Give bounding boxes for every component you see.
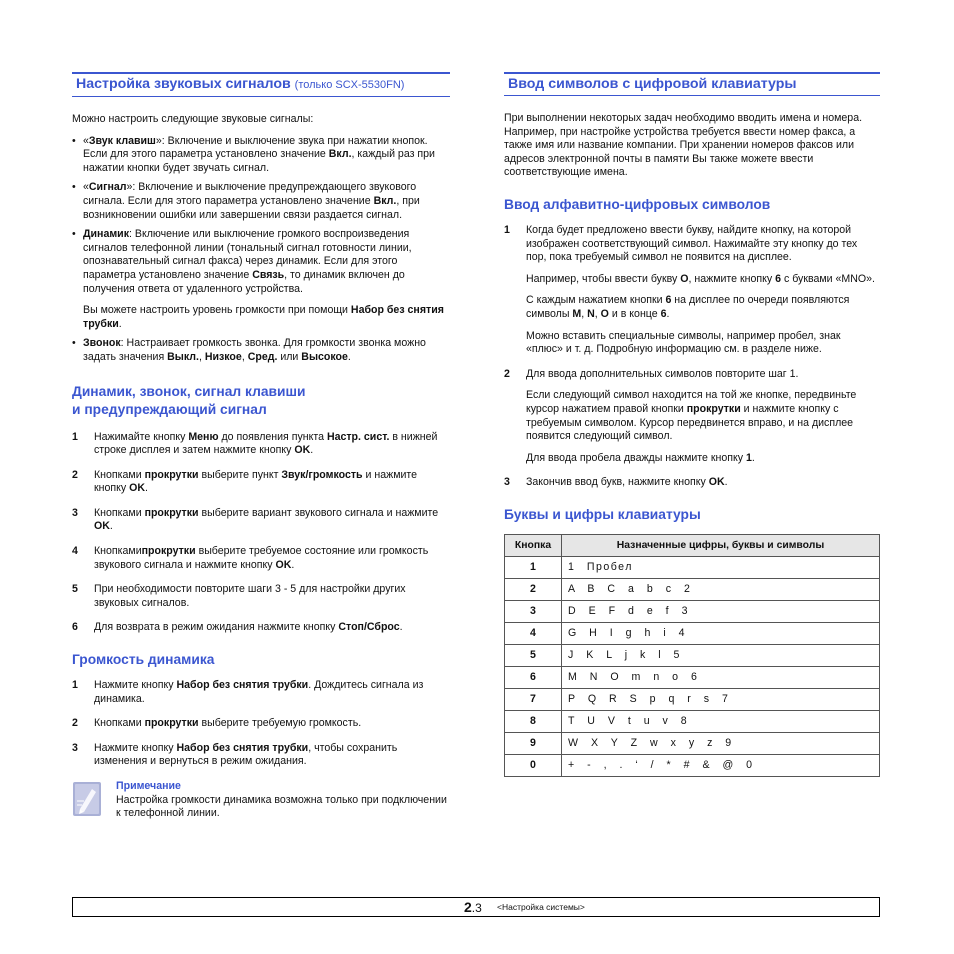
keypad-table-title: Буквы и цифры клавиатуры (504, 506, 701, 522)
table-row: 8 T U V t u v 8 (505, 710, 880, 732)
right-column (504, 72, 880, 777)
table-row: 1 1 Пробел (505, 556, 880, 578)
table-row: 2 A B C a b c 2 (505, 578, 880, 600)
bullet-text: Звонок: Настраивает громкость звонка. Для громкости звонка можно задать значения Выкл., Низкое, Сред. или Высокое. (83, 337, 426, 363)
step-item: 4 Кнопкамипрокрутки выберите требуемое состояние или громкость звукового сигнала и нажмите кнопку OK. (72, 545, 429, 571)
alnum-section-title: Ввод алфавитно-цифровых символов (504, 196, 771, 212)
step-item: 2 Кнопками прокрутки выберите требуемую громкость. (72, 717, 362, 730)
note-block (72, 780, 450, 821)
step-item: 6 Для возврата в режим ожидания нажмите кнопку Стоп/Сброс. (72, 621, 403, 634)
sound-settings-model-note: (только SCX-5530FN) (294, 79, 405, 91)
note-title: Примечание (116, 780, 181, 792)
step-item: 2 Кнопками прокрутки выберите пункт Звук/громкость и нажмите кнопку OK. (72, 468, 418, 495)
step-item: 5 При необходимости повторите шаги 3 - 5 для настройки других звуковых сигналов. (72, 583, 406, 609)
list-item: • «Звук клавиш»: Включение и выключение звука при нажатии кнопок. Если для этого параметра установлено значение Вкл., каждый раз при нажатии кнопки будет звучать сигнал. (72, 134, 435, 174)
step-item: 3 Закончив ввод букв, нажмите кнопку OK. (504, 476, 728, 489)
speaker-section-heading (72, 383, 450, 419)
note-text: Настройка громкости динамика возможна только при подключении к телефонной линии. (116, 793, 447, 820)
left-column (72, 72, 450, 821)
sound-settings-intro: Можно настроить следующие звуковые сигналы: (72, 113, 314, 125)
alnum-steps (504, 224, 880, 490)
step-item: 3 Нажмите кнопку Набор без снятия трубки, чтобы сохранить изменения и вернуться в режим ожидания. (72, 741, 398, 768)
speaker-section-title-line2: и предупреждающий сигнал (72, 401, 267, 417)
footer-section-name: <Настройка системы> (497, 902, 585, 912)
column-header-chars: Назначенные цифры, буквы и символы (562, 534, 880, 556)
sound-settings-heading (72, 72, 450, 97)
table-row: 3 D E F d e f 3 (505, 600, 880, 622)
note-pencil-icon (72, 781, 102, 817)
table-row: 9 W X Y Z w x y z 9 (505, 732, 880, 754)
keypad-input-title: Ввод символов с цифровой клавиатуры (504, 72, 880, 96)
volume-section-title: Громкость динамика (72, 652, 215, 668)
bullet-text: Динамик: Включение или выключение громкого воспроизведения сигналов телефонной линии (тональный сигнал готовности линии, опознавательный сигнал факса) через динамик. Если для этого параметра установлено значение Связь, то динамик включен до получения ответа от удаленного устройства. (83, 228, 412, 295)
list-item: • «Сигнал»: Включение и выключение предупреждающего звукового сигнала. Если для этого параметра установлено значение Вкл., при возникновении ошибки или завершении связи раздается сигнал. (72, 181, 420, 221)
page-footer (72, 897, 880, 917)
list-item: • Звонок: Настраивает громкость звонка. Для громкости звонка можно задать значения Выкл., Низкое, Сред. или Высокое. (72, 337, 426, 363)
keypad-input-intro: При выполнении некоторых задач необходимо вводить имена и номера. Например, при настройке устройства требуется ввести номер факса, а также имя или название компании. При хранении номеров факсов или адресов электронной почты в памяти Вы также можете ввести соответствующие имена. (504, 112, 863, 179)
sound-settings-list (72, 135, 450, 365)
step-item: 1 Нажимайте кнопку Меню до появления пункта Настр. сист. в нижней строке дисплея и затем нажмите кнопку OK. (72, 430, 438, 457)
keypad-table (504, 534, 880, 777)
table-row: 4 G H I g h i 4 (505, 622, 880, 644)
table-row: 5 J K L j k l 5 (505, 644, 880, 666)
volume-steps (72, 679, 450, 769)
page-number: 2.3 (464, 899, 482, 915)
table-row: 0 + - , . ‘ / * # & @ 0 (505, 754, 880, 776)
step-item: 3 Кнопками прокрутки выберите вариант звукового сигнала и нажмите OK. (72, 506, 439, 533)
step-item: 2 Для ввода дополнительных символов повторите шаг 1. Если следующий символ находится на той же кнопке, передвиньте курсор нажатием правой кнопки прокрутки и нажмите кнопку с требуемым символом. Курсор передвинется вправо, и на дисплее появится следующий символ. Для ввода пробела дважды нажмите кнопку 1. (504, 367, 857, 464)
list-item: • Динамик: Включение или выключение громкого воспроизведения сигналов телефонной линии (тональный сигнал готовности линии, опознавательный сигнал факса) через динамик. Если для этого параметра установлено значение Связь, то динамик включен до получения ответа от удаленного устройства. Вы можете настроить уровень громкости при помощи Набор без снятия трубки. (72, 228, 450, 331)
table-row: 7 P Q R S p q r s 7 (505, 688, 880, 710)
column-header-key: Кнопка (505, 534, 562, 556)
sound-settings-title: Настройка звуковых сигналов (76, 76, 291, 92)
bullet-text: «Звук клавиш»: Включение и выключение звука при нажатии кнопок. Если для этого параметра установлено значение Вкл., каждый раз при нажатии кнопки будет звучать сигнал. (83, 134, 435, 174)
speaker-steps (72, 431, 450, 636)
table-header-row (505, 534, 880, 556)
table-row: 6 M N O m n o 6 (505, 666, 880, 688)
bullet-note: Вы можете настроить уровень громкости при помощи Набор без снятия трубки. (83, 304, 444, 330)
step-item: 1 Когда будет предложено ввести букву, найдите кнопку, на которой изображен соответствующий символ. Нажимайте эту кнопку до тех пор, пока требуемый символ не появится на дисплее. Например, чтобы ввести букву O, нажмите кнопку 6 с буквами «MNO». С каждым нажатием кнопки 6 на дисплее по очереди появляются символы M, N, O и в конце 6. Можно вставить специальные символы, например пробел, знак «плюс» и т. д. Подробную информацию см. в разделе ниже. (504, 223, 875, 356)
step-item: 1 Нажмите кнопку Набор без снятия трубки. Дождитесь сигнала из динамика. (72, 679, 424, 705)
bullet-text: «Сигнал»: Включение и выключение предупреждающего звукового сигнала. Если для этого параметра установлено значение Вкл., при возникновении ошибки или завершении связи раздается сигнал. (83, 181, 420, 221)
speaker-section-title-line1: Динамик, звонок, сигнал клавиши (72, 383, 306, 399)
